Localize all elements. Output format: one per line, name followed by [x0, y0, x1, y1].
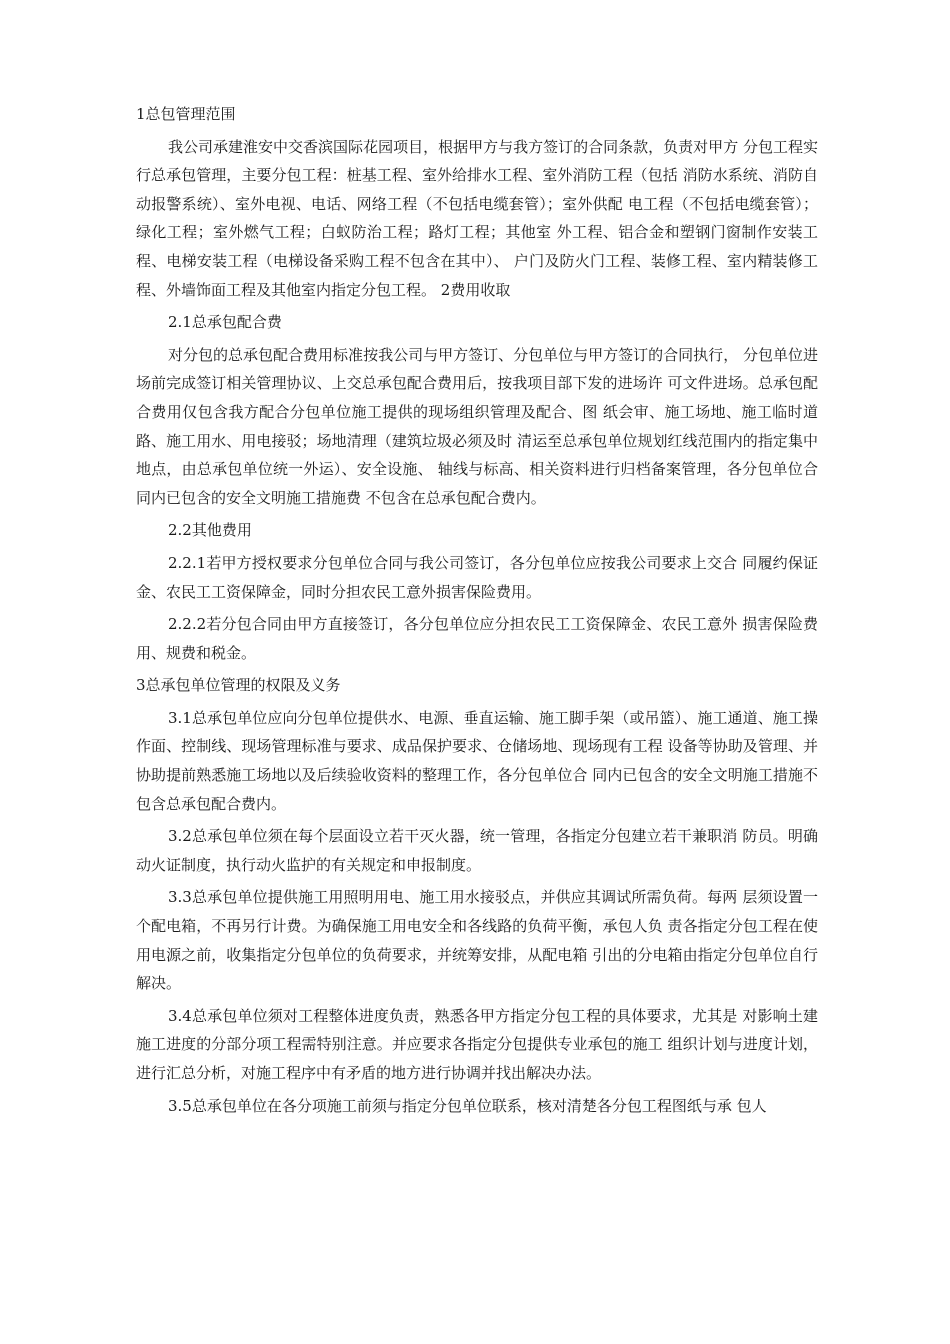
section-heading-1: 1总包管理范围 [136, 105, 236, 123]
paragraph-3-1: 3.1总承包单位应向分包单位提供水、电源、垂直运输、施工脚手架（或吊篮）、施工通道、施工操作面、控制线、现场管理标准与要求、成品保护要求、仓储场地、现场现有工程 设备等协助及管理、并协助提前熟悉施工场地以及后续验收资料的整理工作，各分包单位合 同内已包含的安全文明施工措施不包含总承包配合费内。 [136, 708, 818, 813]
paragraph-2-1: 对分包的总承包配合费用标准按我公司与甲方签订、分包单位与甲方签订的合同执行， 分包单位进场前完成签订相关管理协议、上交总承包配合费用后，按我项目部下发的进场许 可文件进场。总承包配合费用仅包含我方配合分包单位施工提供的现场组织管理及配合、图 纸会审、施工场地、施工临时道路、施工用水、用电接驳；场地清理（建筑垃圾必须及时 清运至总承包单位规划红线范围内的指定集中地点，由总承包单位统一外运）、安全设施、 轴线与标高、相关资料进行归档备案管理，各分包单位合同内已包含的安全文明施工措施费 不包含在总承包配合费内。 [136, 345, 818, 507]
paragraph-2-2-2: 2.2.2若分包合同由甲方直接签订，各分包单位应分担农民工工资保障金、农民工意外 损害保险费用、规费和税金。 [136, 615, 818, 662]
document-page [136, 100, 818, 1124]
paragraph-2-2-1: 2.2.1若甲方授权要求分包单位合同与我公司签订，各分包单位应按我公司要求上交合 同履约保证金、农民工工资保障金，同时分担农民工意外损害保险费用。 [136, 553, 818, 601]
paragraph-3-2: 3.2总承包单位须在每个层面设立若干灭火器，统一管理，各指定分包建立若干兼职消 防员。明确动火证制度，执行动火监护的有关规定和申报制度。 [136, 827, 818, 874]
paragraph-scope: 我公司承建淮安中交香滨国际花园项目，根据甲方与我方签订的合同条款，负责对甲方 分包工程实行总承包管理，主要分包工程：桩基工程、室外给排水工程、室外消防工程（包括 消防水系统、消防自动报警系统）、室外电视、电话、网络工程（不包括电缆套管）；室外供配 电工程（不包括电缆套管）；绿化工程；室外燃气工程；白蚁防治工程；路灯工程；其他室 外工程、铝合金和塑钢门窗制作安装工程、电梯安装工程（电梯设备采购工程不包含在其中）、 户门及防火门工程、装修工程、室内精装修工程、外墙饰面工程及其他室内指定分包工程。 2费用收取 [136, 137, 818, 299]
section-heading-3: 3总承包单位管理的权限及义务 [136, 676, 341, 695]
paragraph-3-4: 3.4总承包单位须对工程整体进度负责，熟悉各甲方指定分包工程的具体要求，尤其是 对影响土建施工进度的分部分项工程需特别注意。并应要求各指定分包提供专业承包的施工 组织计划与进度计划，进行汇总分析，对施工程序中有矛盾的地方进行协调并找出解决办法。 [136, 1006, 818, 1082]
paragraph-3-5: 3.5总承包单位在各分项施工前须与指定分包单位联系，核对清楚各分包工程图纸与承 包人 [168, 1096, 767, 1115]
paragraph-3-3: 3.3总承包单位提供施工用照明用电、施工用水接驳点，并供应其调试所需负荷。每两 层须设置一个配电箱，不再另行计费。为确保施工用电安全和各线路的负荷平衡，承包人负 责各指定分包工程在使用电源之前，收集指定分包单位的负荷要求，并统筹安排，从配电箱 引出的分电箱由指定分包单位自行解决。 [136, 888, 818, 993]
subsection-heading-2-2: 2.2其他费用 [168, 521, 252, 540]
subsection-heading-2-1: 2.1总承包配合费 [168, 313, 282, 332]
